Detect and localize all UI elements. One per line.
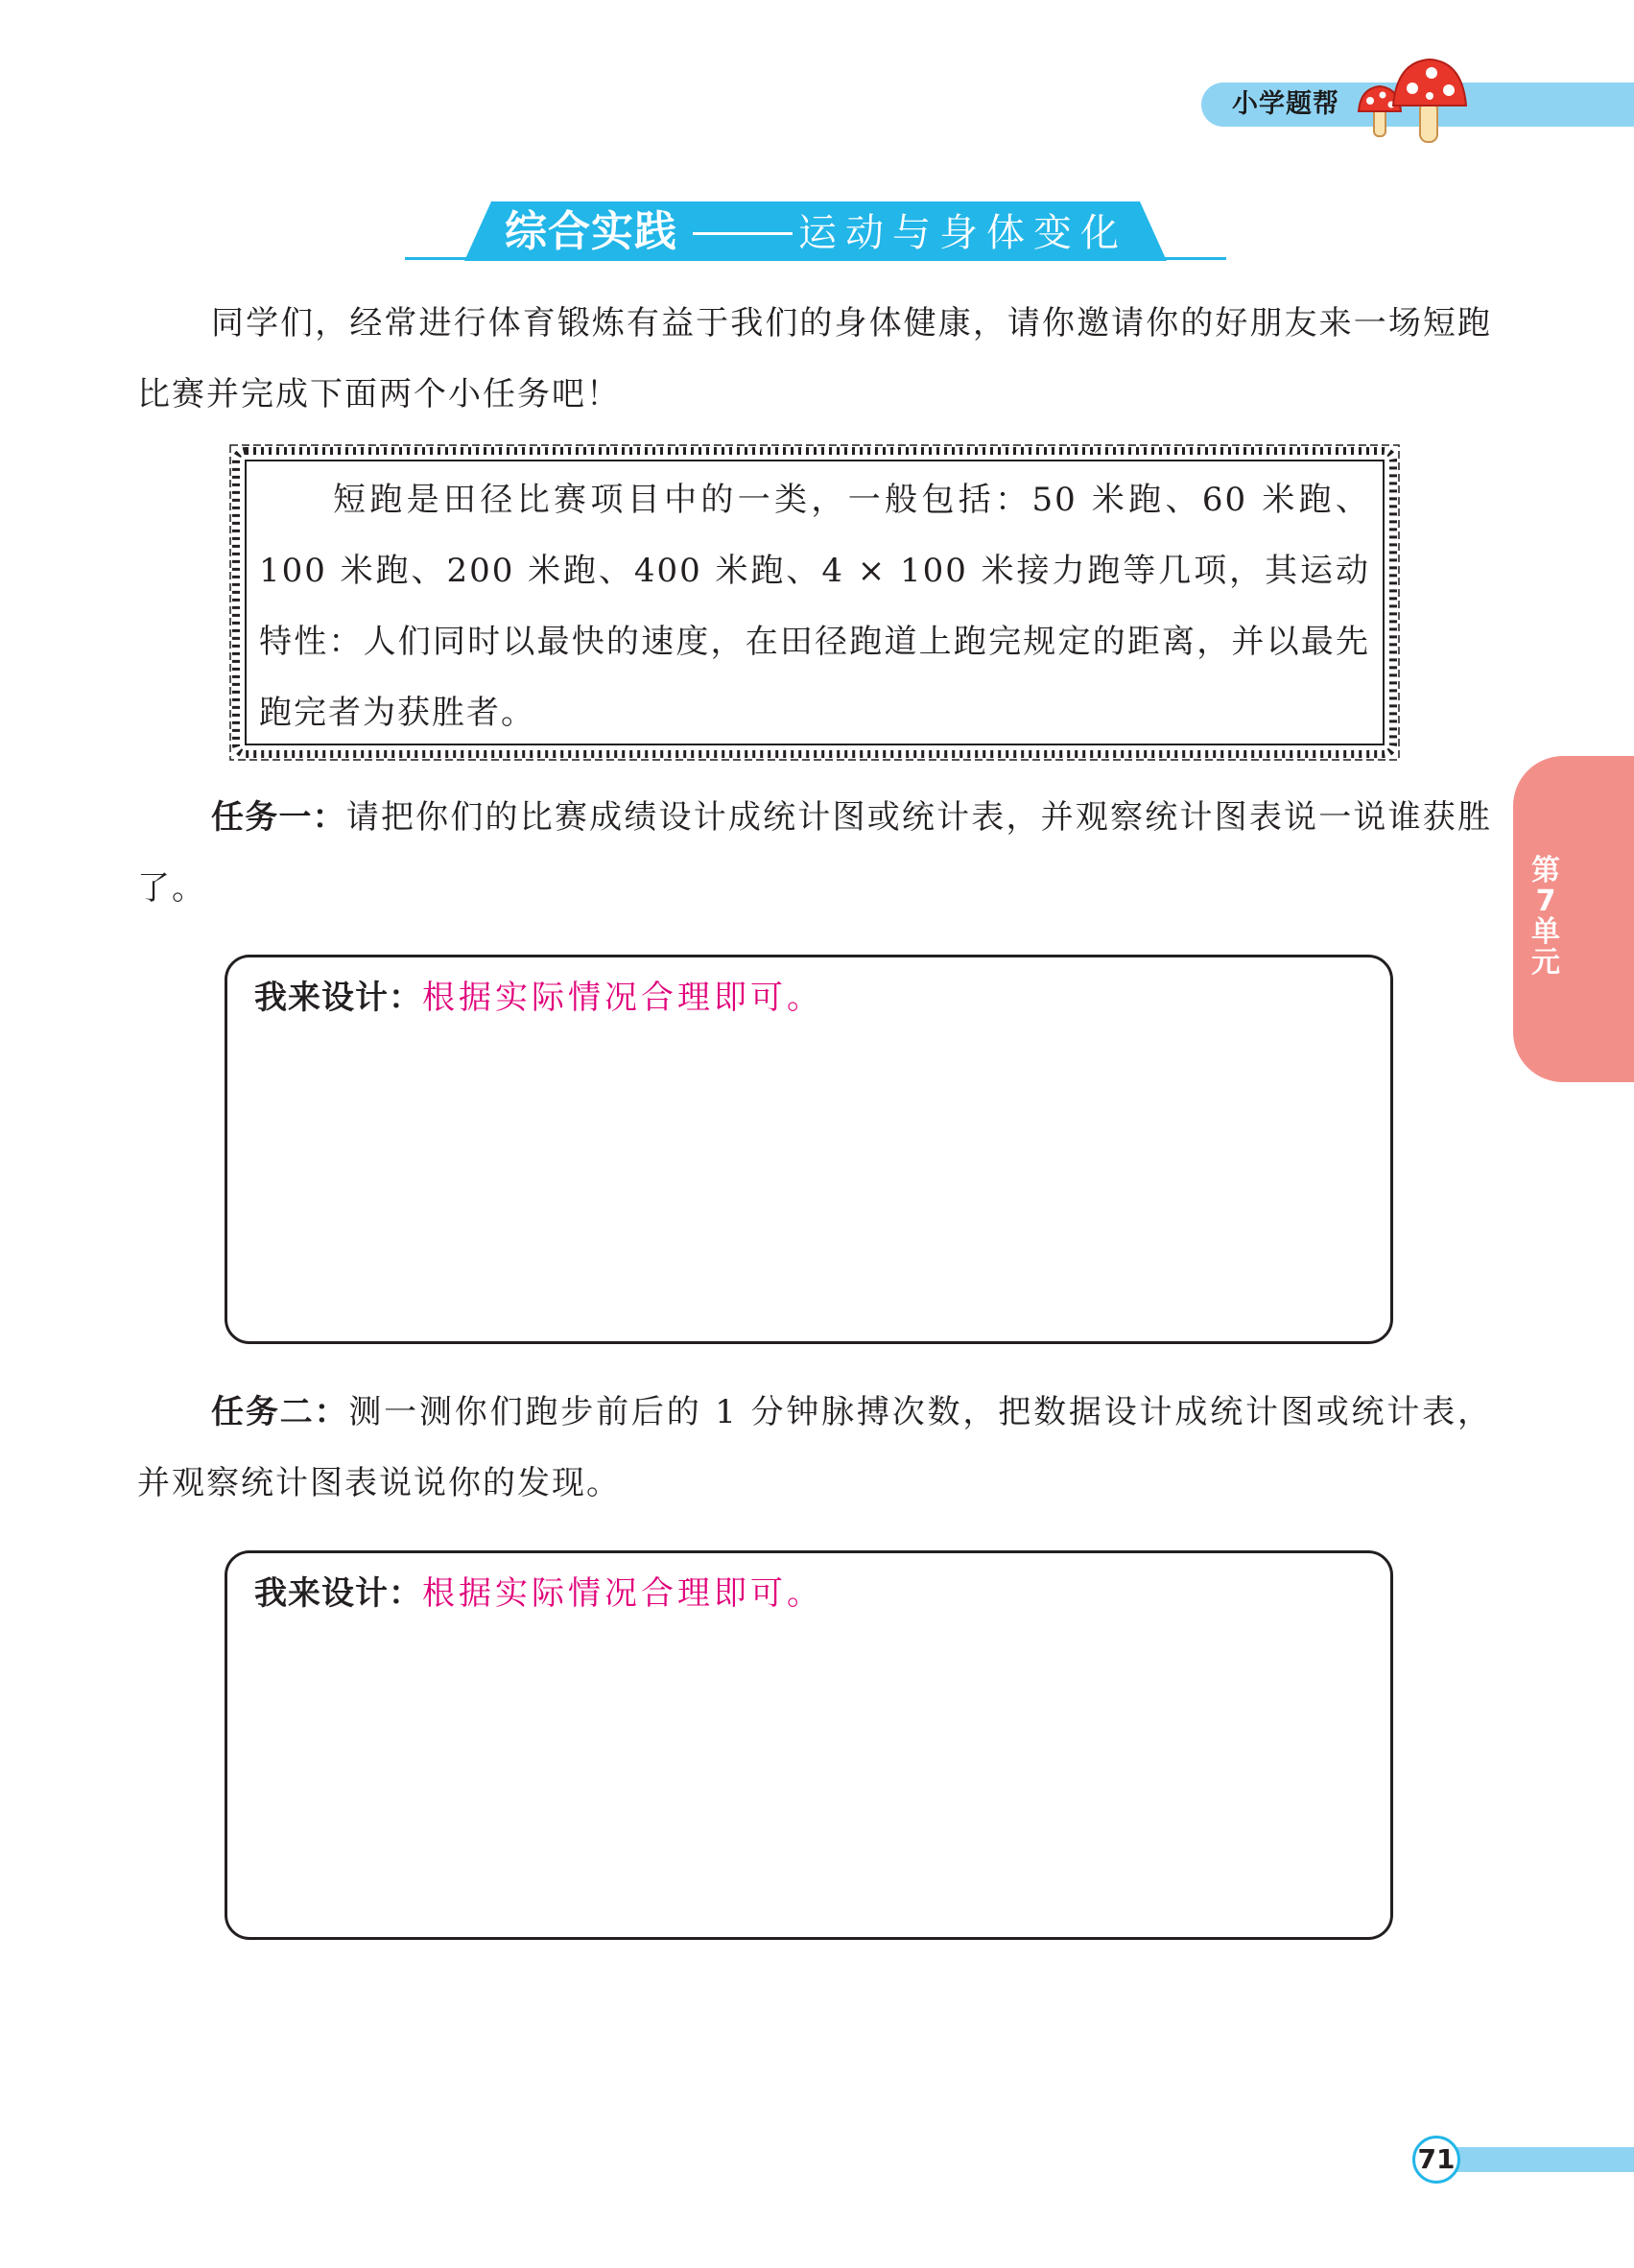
title-dash	[693, 232, 793, 235]
page-number-bar	[1432, 2147, 1634, 2172]
intro-paragraph: 同学们，经常进行体育锻炼有益于我们的身体健康，请你邀请你的好朋友来一场短跑比赛并完成下面两个小任务吧！	[137, 304, 1492, 413]
page-title: 综合实践	[505, 207, 677, 256]
task-two	[137, 1377, 1492, 1519]
answer-box-two[interactable]	[225, 1550, 1393, 1940]
task-one-label: 任务一：	[211, 798, 346, 837]
task-one	[137, 782, 1492, 924]
mushroom-icon	[1353, 56, 1468, 148]
page-subtitle: 运动与身体变化	[798, 211, 1127, 255]
unit-label: 第7单元	[1531, 854, 1560, 980]
task-two-label: 任务二：	[211, 1393, 349, 1431]
answer-label-one: 我来设计：	[254, 979, 422, 1017]
answer-box-one[interactable]	[225, 955, 1393, 1344]
answer-text-two: 根据实际情况合理即可。	[422, 1574, 823, 1613]
brand-name: 小学题帮	[1232, 89, 1339, 119]
answer-line-one	[254, 971, 823, 1025]
task-two-text: 测一测你们跑步前后的 1 分钟脉搏次数，把数据设计成统计图或统计表，并观察统计图表说说你的发现。	[137, 1393, 1493, 1502]
answer-label-two: 我来设计：	[254, 1574, 422, 1613]
answer-line-two	[254, 1567, 823, 1620]
sprint-note: 短跑是田径比赛项目中的一类，一般包括：50 米跑、60 米跑、100 米跑、200 米跑、400 米跑、4 × 100 米接力跑等几项，其运动特性：人们同时以最快的速度，在田径跑道上跑完规定的距离，并以最先跑完者为获胜者。	[259, 481, 1371, 732]
task-one-text: 请把你们的比赛成绩设计成统计图或统计表，并观察统计图表说一说谁获胜了。	[137, 798, 1493, 908]
page-number: 71	[1417, 2143, 1456, 2175]
answer-text-one: 根据实际情况合理即可。	[422, 979, 823, 1017]
